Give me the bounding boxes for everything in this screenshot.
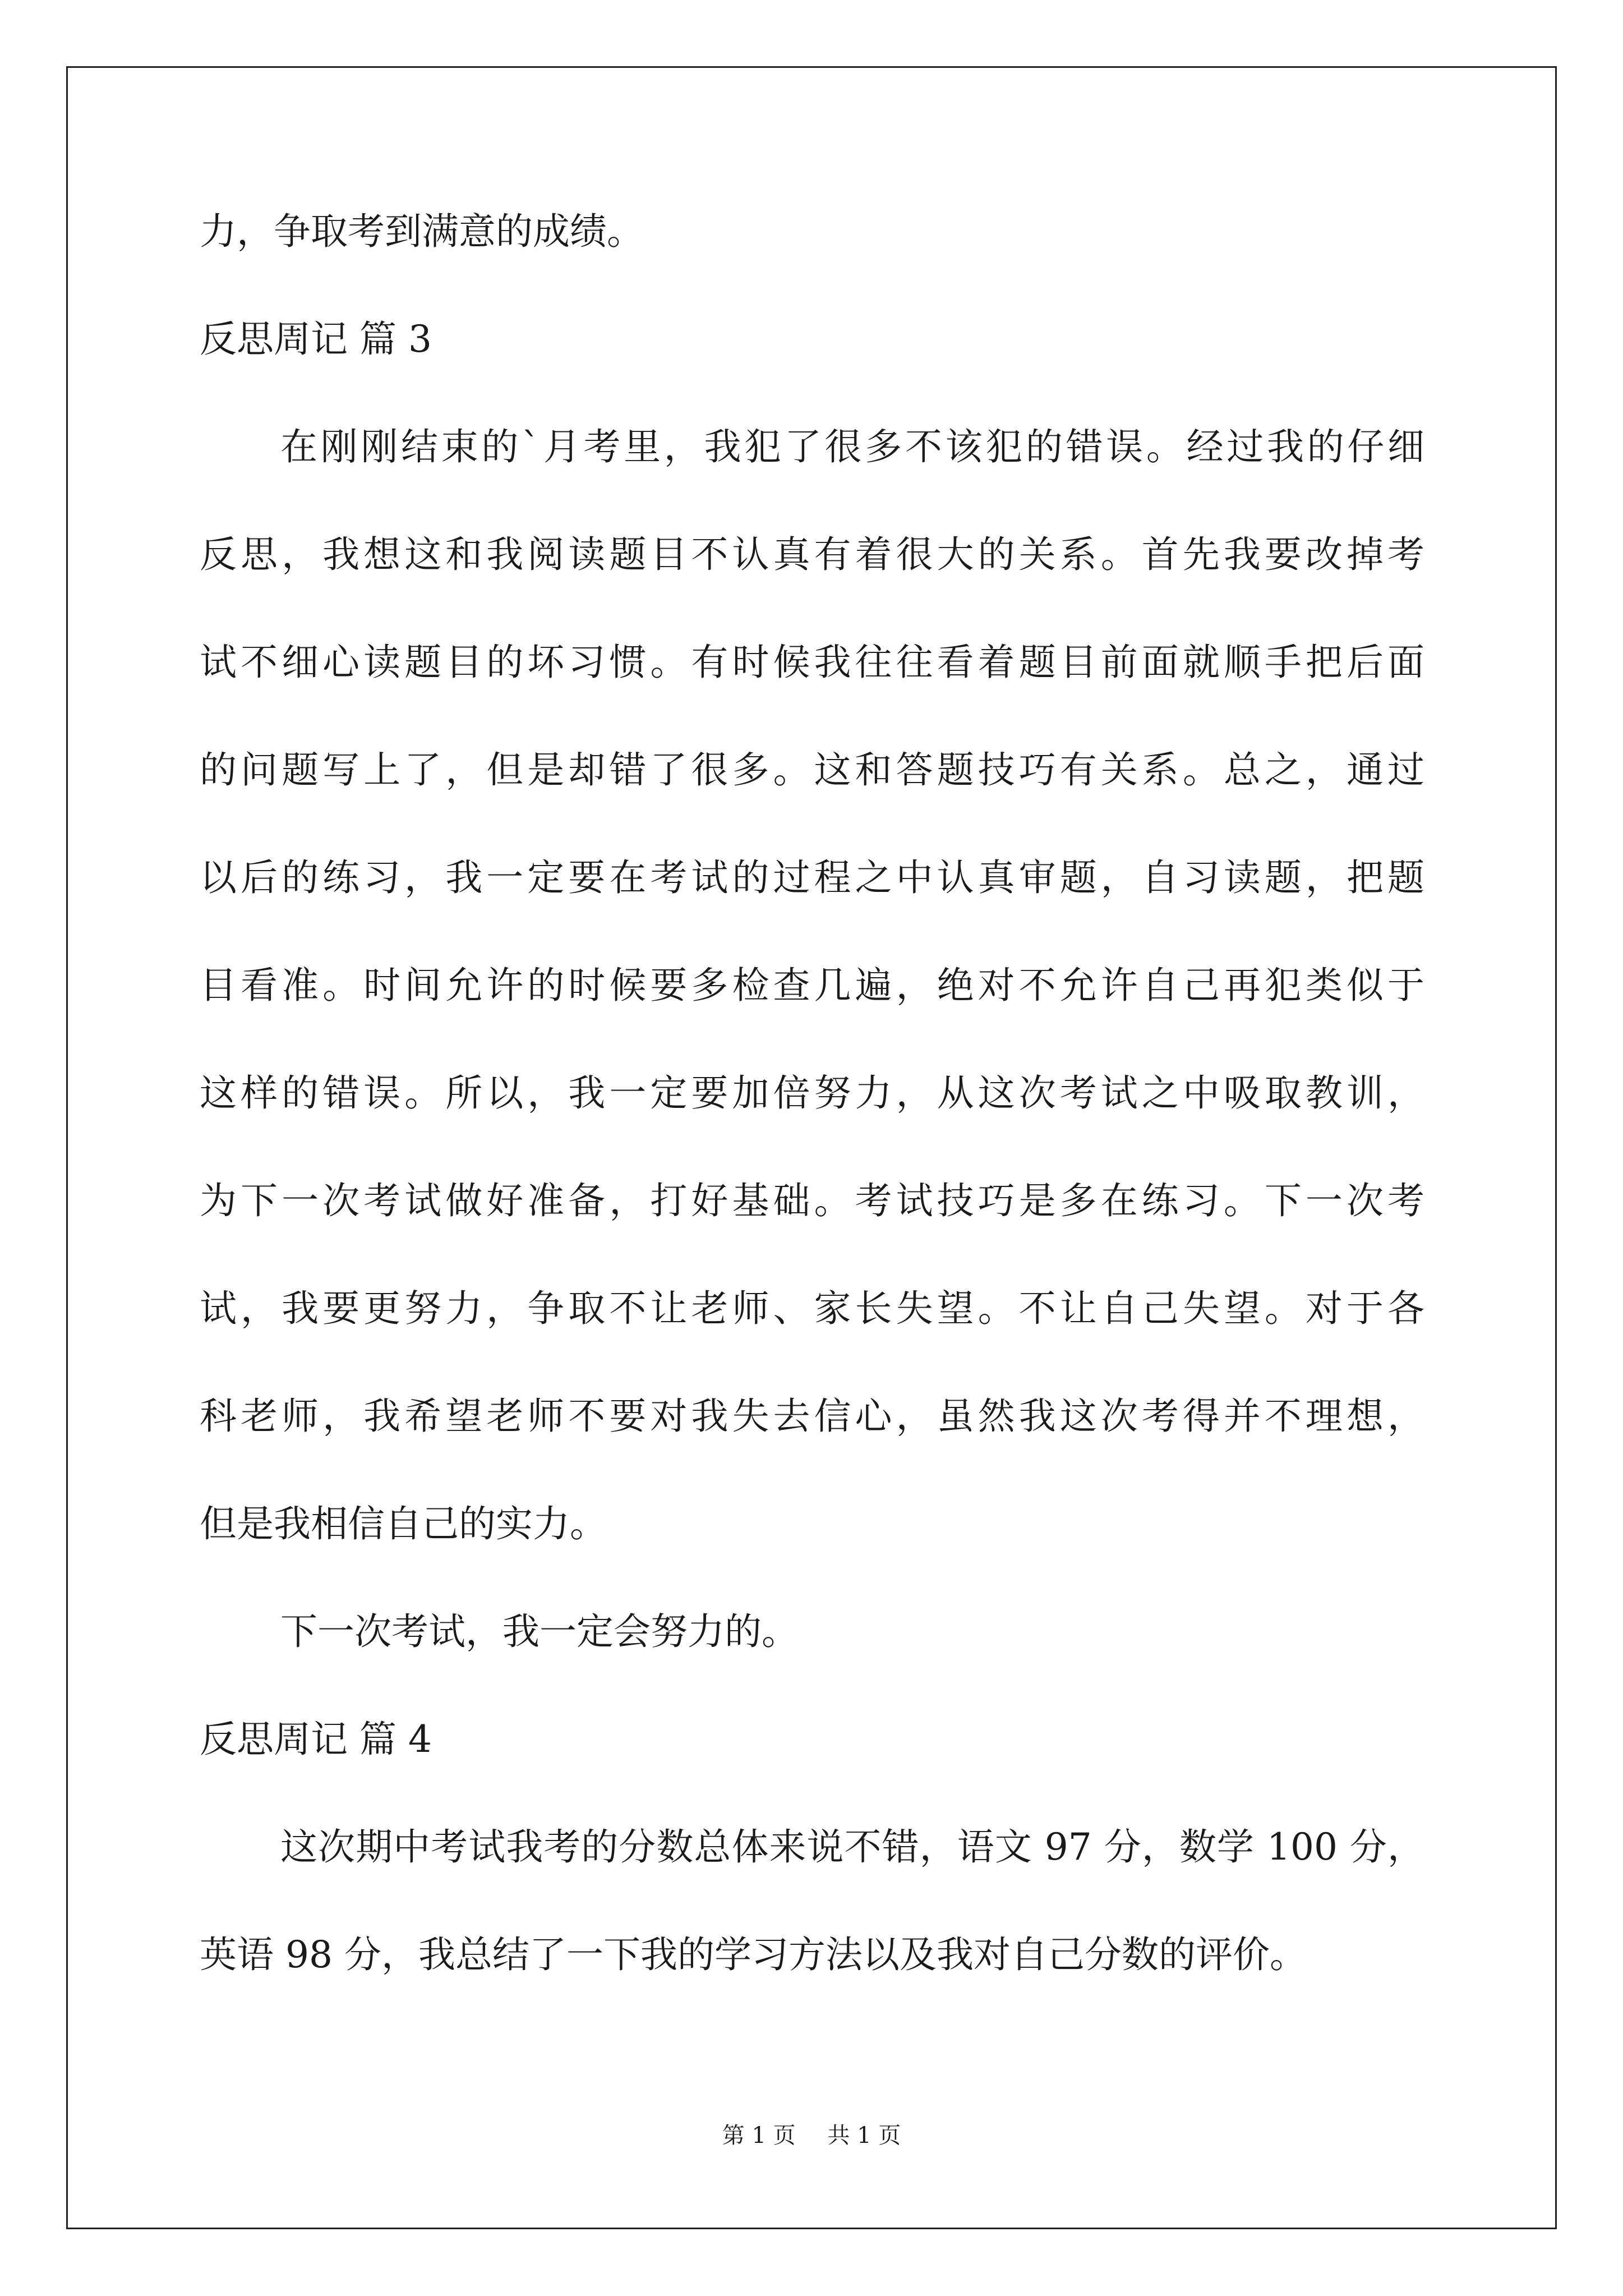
- paragraph-line: 但是我相信自己的实力。: [200, 1502, 607, 1545]
- paragraph-line: 试不细心读题目的坏习惯。有时候我往往看着题目前面就顺手把后面: [200, 641, 1424, 684]
- paragraph-line: 以后的练习，我一定要在考试的过程之中认真审题，自习读题，把题: [200, 856, 1424, 899]
- paragraph-line: 目看准。时间允许的时候要多检查几遍，绝对不允许自己再犯类似于: [200, 964, 1424, 1007]
- paragraph-line: 在刚刚结束的`月考里，我犯了很多不该犯的错误。经过我的仔细: [280, 425, 1424, 468]
- page-number: 第 1 页: [722, 2123, 796, 2148]
- paragraph-line: 英语 98 分，我总结了一下我的学习方法以及我对自己分数的评价。: [200, 1933, 1307, 1976]
- paragraph-line: 下一次考试，我一定会努力的。: [280, 1610, 799, 1653]
- paragraph-line: 试，我要更努力，争取不让老师、家长失望。不让自己失望。对于各: [200, 1287, 1424, 1330]
- paragraph-line: 力，争取考到满意的成绩。: [200, 210, 644, 253]
- section-heading: 反思周记 篇 3: [200, 318, 432, 361]
- paragraph-line: 科老师，我希望老师不要对我失去信心，虽然我这次考得并不理想，: [200, 1395, 1424, 1438]
- paragraph-line: 的问题写上了，但是却错了很多。这和答题技巧有关系。总之，通过: [200, 748, 1424, 792]
- page-border: [66, 66, 1557, 2229]
- paragraph-line: 这次期中考试我考的分数总体来说不错，语文 97 分，数学 100 分，: [280, 1825, 1424, 1869]
- section-heading: 反思周记 篇 4: [200, 1718, 432, 1761]
- page-total: 共 1 页: [827, 2123, 901, 2148]
- paragraph-line: 反思，我想这和我阅读题目不认真有着很大的关系。首先我要改掉考: [200, 533, 1424, 576]
- paragraph-line: 这样的错误。所以，我一定要加倍努力，从这次考试之中吸取教训，: [200, 1071, 1424, 1115]
- page-footer: [0, 2122, 1623, 2150]
- paragraph-line: 为下一次考试做好准备，打好基础。考试技巧是多在练习。下一次考: [200, 1179, 1424, 1222]
